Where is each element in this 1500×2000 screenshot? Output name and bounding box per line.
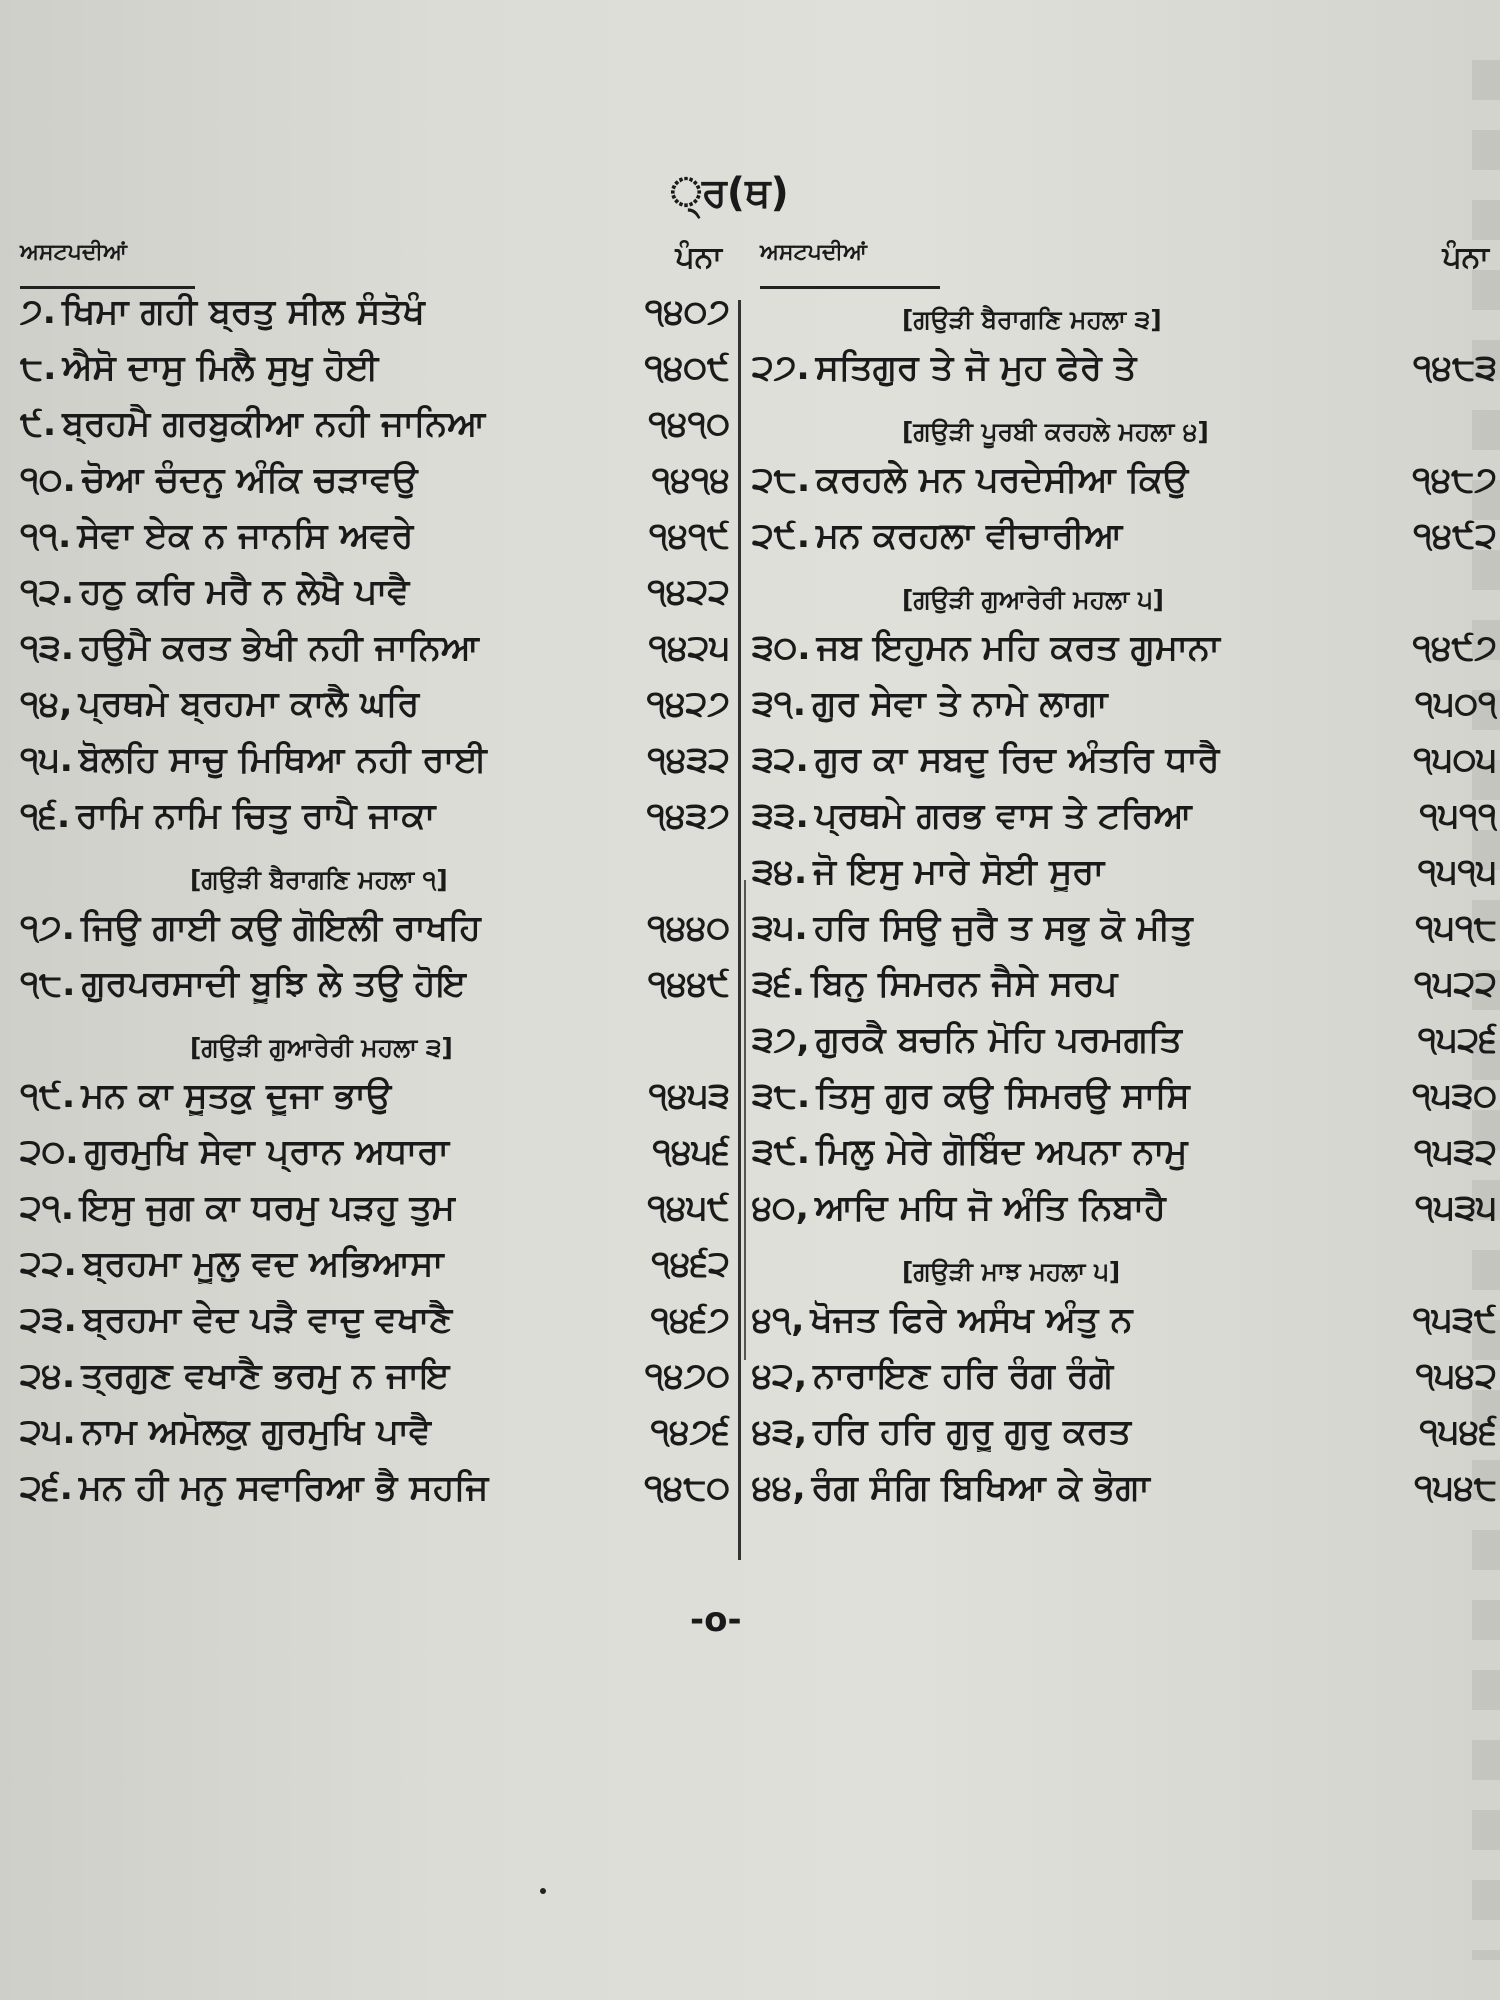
index-entry <box>20 1076 730 1132</box>
left-header-label: ਅਸਟਪਦੀਆਂ <box>20 240 128 265</box>
index-entry <box>752 1076 1497 1132</box>
entry-number: ੪੧, <box>752 1300 805 1340</box>
entry-page-number: ੧੪੫੬ <box>652 1132 730 1172</box>
entry-number: ੪੦, <box>752 1188 809 1228</box>
entry-number: ੧੫. <box>20 740 73 780</box>
entry-number: ੨੦. <box>20 1132 79 1172</box>
index-entry <box>752 1188 1497 1244</box>
entry-title: ਆਦਿ ਮਧਿ ਜੋ ਅੰਤਿ ਨਿਬਾਹੈ <box>814 1188 1166 1228</box>
entry-page-number: ੧੪੨੭ <box>646 684 730 724</box>
entry-number: ੧੦. <box>20 460 76 500</box>
index-entry <box>20 348 730 404</box>
entry-title: ਪ੍ਰਥਮੇ ਗਰਭ ਵਾਸ ਤੇ ਟਰਿਆ <box>814 796 1192 836</box>
index-entry <box>20 908 730 964</box>
index-entry <box>752 908 1497 964</box>
entry-title: ਸੇਵਾ ਏਕ ਨ ਜਾਨਸਿ ਅਵਰੇ <box>77 516 414 556</box>
entry-title: ਹਰਿ ਸਿਉ ਜੁਰੈ ਤ ਸਭੁ ਕੋ ਮੀਤੁ <box>813 908 1193 948</box>
entry-title: ਹਰਿ ਹਰਿ ਗੁਰੂ ਗੁਰੁ ਕਰਤ <box>813 1412 1131 1452</box>
entry-title: ਪ੍ਰਥਮੇ ਬ੍ਰਹਮਾ ਕਾਲੈ ਘਰਿ <box>78 684 420 724</box>
entry-page-number: ੧੪੩੭ <box>646 796 730 836</box>
right-header-underline <box>760 286 940 289</box>
entry-title: ਮਨ ਹੀ ਮਨੁ ਸਵਾਰਿਆ ਭੈ ਸਹਜਿ <box>78 1468 489 1508</box>
section-heading: [ਗਉੜੀ ਬੈਰਾਗਣਿ ਮਹਲਾ ੧] <box>190 865 448 894</box>
index-entry <box>752 628 1497 684</box>
entry-page-number: ੧੫੧੧ <box>1419 796 1497 836</box>
entry-title: ਰੰਗ ਸੰਗਿ ਬਿਖਿਆ ਕੇ ਭੋਗਾ <box>811 1468 1150 1508</box>
entry-title: ਹਠੁ ਕਰਿ ਮਰੈ ਨ ਲੇਖੈ ਪਾਵੈ <box>80 572 410 612</box>
entry-title: ਤ੍ਰਗੁਣ ਵਖਾਣੈ ਭਰਮੁ ਨ ਜਾਇ <box>81 1356 450 1396</box>
index-entry <box>752 684 1497 740</box>
index-entry <box>752 1356 1497 1412</box>
entry-number: ੧੮. <box>20 964 76 1004</box>
index-entry <box>20 516 730 572</box>
entry-page-number: ੧੪੬੨ <box>651 1244 730 1284</box>
entry-page-number: ੧੪੫੯ <box>647 1188 730 1228</box>
entry-page-number: ੧੫੩੨ <box>1413 1132 1497 1172</box>
entry-page-number: ੧੫੦੫ <box>1413 740 1497 780</box>
entry-page-number: ੧੪੧੯ <box>648 516 730 556</box>
index-entry <box>20 1132 730 1188</box>
entry-title: ਸਤਿਗੁਰ ਤੇ ਜੋ ਮੁਹ ਫੇਰੇ ਤੇ <box>815 348 1137 388</box>
ink-dot <box>540 1888 546 1894</box>
entry-page-number: ੧੪੭੬ <box>650 1412 730 1452</box>
entry-page-number: ੧੫੧੫ <box>1417 852 1497 892</box>
entry-page-number: ੧੫੪੨ <box>1415 1356 1497 1396</box>
index-entry <box>20 572 730 628</box>
column-divider-secondary <box>744 880 746 1360</box>
entry-number: ੩੦. <box>752 628 811 668</box>
entry-number: ੨੨. <box>20 1244 77 1284</box>
entry-number: ੩੮. <box>752 1076 811 1116</box>
entry-number: ੧੩. <box>20 628 75 668</box>
entry-number: ੩੧. <box>752 684 807 724</box>
index-entry <box>752 460 1497 516</box>
entry-page-number: ੧੪੨੫ <box>648 628 730 668</box>
entry-number: ੨੭. <box>752 348 810 388</box>
index-entry <box>752 1468 1497 1524</box>
entry-page-number: ੧੪੮੭ <box>1412 460 1497 500</box>
entry-title: ਚੋਆ ਚੰਦਨੁ ਅੰਕਿ ਚੜਾਵਉ <box>81 460 418 500</box>
index-entry <box>20 1412 730 1468</box>
left-entry-list <box>20 292 730 1524</box>
entry-number: ੩੨. <box>752 740 809 780</box>
entry-page-number: ੧੪੪੯ <box>647 964 730 1004</box>
entry-title: ਬਿਨੁ ਸਿਮਰਨ ਜੈਸੇ ਸਰਪ <box>810 964 1118 1004</box>
entry-number: ੯. <box>20 404 57 444</box>
entry-page-number: ੧੪੫੩ <box>648 1076 730 1116</box>
section-heading: [ਗਉੜੀ ਮਾਝ ਮਹਲਾ ੫] <box>902 1257 1121 1286</box>
entry-title: ਗੁਰਮੁਖਿ ਸੇਵਾ ਪ੍ਰਾਨ ਅਧਾਰਾ <box>84 1132 449 1172</box>
end-mark: -o- <box>690 1600 742 1640</box>
entry-number: ੩੩. <box>752 796 809 836</box>
entry-page-number: ੧੪੪੦ <box>647 908 730 948</box>
index-entry <box>20 1188 730 1244</box>
entry-title: ਗੁਰ ਕਾ ਸਬਦੁ ਰਿਦ ਅੰਤਰਿ ਧਾਰੈ <box>814 740 1220 780</box>
index-entry <box>20 292 730 348</box>
right-header-label: ਅਸਟਪਦੀਆਂ <box>760 240 868 265</box>
entry-title: ਰਾਮਿ ਨਾਮਿ ਚਿਤੁ ਰਾਪੈ ਜਾਕਾ <box>76 796 436 836</box>
entry-page-number: ੧੫੩੫ <box>1414 1188 1497 1228</box>
index-entry <box>20 460 730 516</box>
index-entry <box>752 1020 1497 1076</box>
entry-title: ਬੋਲਹਿ ਸਾਚੁ ਮਿਥਿਆ ਨਹੀ ਰਾਈ <box>78 740 487 780</box>
entry-number: ੪੨, <box>752 1356 808 1396</box>
section-heading: [ਗਉੜੀ ਗੁਆਰੇਰੀ ਮਹਲਾ ੫] <box>902 585 1164 614</box>
entry-page-number: ੧੫੩੦ <box>1412 1076 1497 1116</box>
entry-page-number: ੧੪੦੭ <box>644 292 730 332</box>
entry-page-number: ੧੫੨੬ <box>1417 1020 1497 1060</box>
left-header-page-label: ਪੰਨਾ <box>675 240 722 275</box>
entry-page-number: ੧੪੦੯ <box>644 348 730 388</box>
section-heading: [ਗਉੜੀ ਪੂਰਬੀ ਕਰਹਲੇ ਮਹਲਾ ੪] <box>902 417 1209 446</box>
index-entry <box>20 964 730 1020</box>
entry-page-number: ੧੪੬੭ <box>650 1300 730 1340</box>
entry-page-number: ੧੫੩੯ <box>1412 1300 1497 1340</box>
index-entry <box>20 628 730 684</box>
column-divider <box>738 300 741 1560</box>
right-index-column <box>752 240 1497 1524</box>
entry-title: ਜਿਉ ਗਾਈ ਕਉ ਗੋਇਲੀ ਰਾਖਹਿ <box>80 908 481 948</box>
entry-page-number: ੧੫੨੨ <box>1413 964 1497 1004</box>
entry-title: ਤਿਸੁ ਗੁਰ ਕਉ ਸਿਮਰਉ ਸਾਸਿ <box>816 1076 1190 1116</box>
entry-number: ੩੬. <box>752 964 805 1004</box>
index-entry <box>752 1412 1497 1468</box>
left-header-underline <box>20 286 195 289</box>
entry-title: ਖਿਮਾ ਗਹੀ ਬ੍ਰਤੁ ਸੀਲ ਸੰਤੋਖੰ <box>61 292 425 332</box>
entry-page-number: ੧੪੧੦ <box>648 404 730 444</box>
entry-title: ਮਿਲੁ ਮੇਰੇ ਗੋਬਿੰਦ ਅਪਨਾ ਨਾਮੁ <box>816 1132 1188 1172</box>
entry-page-number: ੧੪੧੪ <box>651 460 730 500</box>
index-entry <box>20 1244 730 1300</box>
entry-number: ੨੩. <box>20 1300 77 1340</box>
entry-number: ੧੨. <box>20 572 75 612</box>
index-entry <box>20 1468 730 1524</box>
entry-number: ੧੭. <box>20 908 75 948</box>
entry-title: ਬ੍ਰਹਮੈ ਗਰਬੁਕੀਆ ਨਹੀ ਜਾਨਿਆ <box>62 404 486 444</box>
entry-number: ੩੯. <box>752 1132 810 1172</box>
entry-page-number: ੧੫੪੮ <box>1414 1468 1497 1508</box>
entry-title: ਗੁਰਪਰਸਾਦੀ ਬੂਝਿ ਲੇ ਤਉ ਹੋਇ <box>81 964 466 1004</box>
entry-number: ੨੫. <box>20 1412 76 1452</box>
index-entry <box>20 404 730 460</box>
entry-title: ਮਨ ਕਰਹਲਾ ਵੀਚਾਰੀਆ <box>816 516 1123 556</box>
index-entry <box>20 796 730 852</box>
entry-number: ੧੪, <box>20 684 73 724</box>
page-number: ੍ਰ(ਥ) <box>670 170 789 216</box>
index-entry <box>752 348 1497 404</box>
entry-title: ਗੁਰਕੈ ਬਚਨਿ ਮੋਹਿ ਪਰਮਗਤਿ <box>815 1020 1182 1060</box>
index-entry <box>752 516 1497 572</box>
section-heading: [ਗਉੜੀ ਬੈਰਾਗਣਿ ਮਹਲਾ ੩] <box>902 305 1162 334</box>
entry-number: ੮. <box>20 348 57 388</box>
entry-number: ੩੭, <box>752 1020 810 1060</box>
entry-page-number: ੧੪੯੨ <box>1413 516 1497 556</box>
entry-title: ਜੋ ਇਸੁ ਮਾਰੇ ਸੋਈ ਸੂਰਾ <box>813 852 1105 892</box>
left-column-header <box>20 240 730 292</box>
entry-title: ਨਾਰਾਇਣ ਹਰਿ ਰੰਗ ਰੰਗੋ <box>813 1356 1114 1396</box>
index-entry <box>752 796 1497 852</box>
entry-title: ਖੋਜਤ ਫਿਰੇ ਅਸੰਖ ਅੰਤੁ ਨ <box>810 1300 1133 1340</box>
entry-number: ੧੬. <box>20 796 71 836</box>
entry-page-number: ੧੫੧੮ <box>1415 908 1497 948</box>
entry-title: ਮਨ ਕਾ ਸੂਤਕੁ ਦੂਜਾ ਭਾਉ <box>81 1076 392 1116</box>
right-entry-list <box>752 292 1497 1524</box>
right-column-header <box>752 240 1497 292</box>
left-index-column <box>20 240 730 1524</box>
entry-title: ਬ੍ਰਹਮਾ ਵੇਦ ਪੜੈ ਵਾਦੁ ਵਖਾਣੈ <box>82 1300 453 1340</box>
entry-title: ਹਉਮੈ ਕਰਤ ਭੇਖੀ ਨਹੀ ਜਾਨਿਆ <box>80 628 479 668</box>
entry-number: ੨੮. <box>752 460 811 500</box>
entry-title: ਐਸੋ ਦਾਸੁ ਮਿਲੈ ਸੁਖੁ ਹੋਈ <box>62 348 379 388</box>
entry-number: ੨੪. <box>20 1356 76 1396</box>
index-entry <box>752 964 1497 1020</box>
entry-page-number: ੧੪੮੩ <box>1412 348 1497 388</box>
entry-title: ਗੁਰ ਸੇਵਾ ਤੇ ਨਾਮੇ ਲਾਗਾ <box>812 684 1108 724</box>
entry-number: ੪੪, <box>752 1468 806 1508</box>
entry-number: ੨੬. <box>20 1468 73 1508</box>
index-entry <box>752 1132 1497 1188</box>
index-entry <box>20 740 730 796</box>
entry-page-number: ੧੪੩੨ <box>647 740 730 780</box>
entry-number: ੧੯. <box>20 1076 76 1116</box>
entry-page-number: ੧੪੨੨ <box>647 572 730 612</box>
entry-number: ੧੧. <box>20 516 72 556</box>
entry-page-number: ੧੫੪੬ <box>1419 1412 1497 1452</box>
entry-number: ੨੯. <box>752 516 810 556</box>
entry-title: ਜਬ ਇਹੁਮਨ ਮਹਿ ਕਰਤ ਗੁਮਾਨਾ <box>816 628 1220 668</box>
section-heading: [ਗਉੜੀ ਗੁਆਰੇਰੀ ਮਹਲਾ ੩] <box>190 1033 453 1062</box>
entry-page-number: ੧੪੭੦ <box>644 1356 730 1396</box>
index-entry <box>20 1300 730 1356</box>
right-header-page-label: ਪੰਨਾ <box>1442 240 1489 275</box>
entry-page-number: ੧੪੮੦ <box>644 1468 730 1508</box>
index-entry <box>752 1300 1497 1356</box>
entry-number: ੩੫. <box>752 908 808 948</box>
index-entry <box>20 684 730 740</box>
entry-number: ੨੧. <box>20 1188 75 1228</box>
index-entry <box>20 1356 730 1412</box>
entry-page-number: ੧੫੦੧ <box>1414 684 1497 724</box>
index-entry <box>752 852 1497 908</box>
entry-title: ਨਾਮ ਅਮੋਲਕੁ ਗੁਰਮੁਖਿ ਪਾਵੈ <box>81 1412 431 1452</box>
entry-page-number: ੧੪੯੭ <box>1412 628 1497 668</box>
entry-title: ਕਰਹਲੇ ਮਨ ਪਰਦੇਸੀਆ ਕਿਉ <box>816 460 1189 500</box>
entry-number: ੭. <box>20 292 56 332</box>
index-entry <box>752 740 1497 796</box>
entry-title: ਬ੍ਰਹਮਾ ਮੂਲੁ ਵਦ ਅਭਿਆਸਾ <box>82 1244 444 1284</box>
entry-title: ਇਸੁ ਜੁਗ ਕਾ ਧਰਮੁ ਪੜਹੁ ਤੁਮ <box>80 1188 455 1228</box>
entry-number: ੪੩, <box>752 1412 808 1452</box>
entry-number: ੩੪. <box>752 852 808 892</box>
